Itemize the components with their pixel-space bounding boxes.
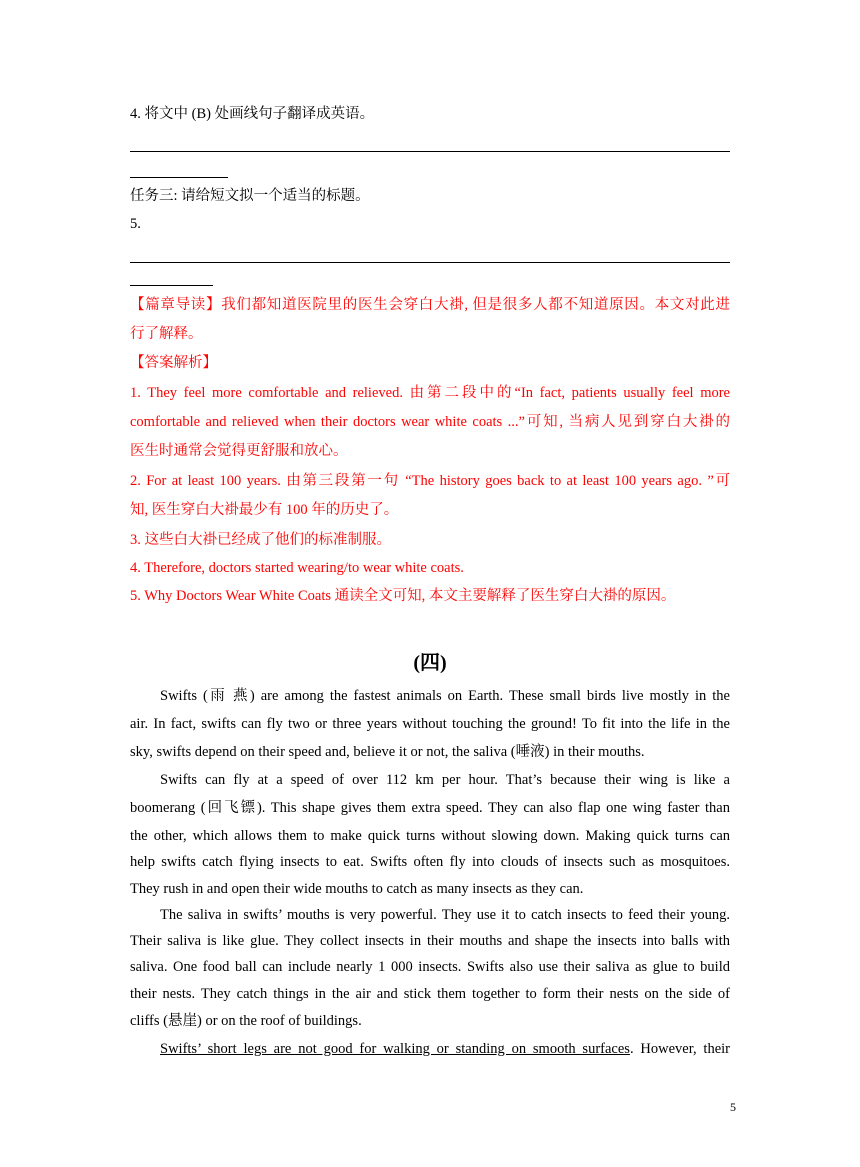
passage-text: . However, their	[629, 1041, 730, 1057]
answer-line	[130, 177, 228, 178]
answer-1: 医生时通常会觉得更舒服和放心。	[130, 443, 348, 459]
passage-line: boomerang (回飞镖). This shape gives them extra speed. They can also flap one wing faster than	[130, 800, 730, 816]
passage-line: Their saliva is like glue. They collect insects in their mouths and shape the insects into balls with	[130, 933, 730, 949]
passage-line: The saliva in swifts’ mouths is very powerful. They use it to catch insects to feed their young.	[160, 907, 730, 923]
passage-line: help swifts catch flying insects to eat. Swifts often fly into clouds of insects such as mosquitoes.	[130, 854, 730, 870]
answer-5: 5. Why Doctors Wear White Coats 通读全文可知, 本文主要解释了医生穿白大褂的原因。	[130, 588, 676, 604]
passage-line: Swifts can fly at a speed of over 112 km per hour. That’s because their wing is like a	[160, 772, 730, 788]
answer-1: 1. They feel more comfortable and relieved. 由第二段中的“In fact, patients usually feel more	[130, 385, 730, 401]
passage-line: their nests. They catch things in the air and stick them together to form their nests on the side of	[130, 986, 730, 1002]
passage-line: air. In fact, swifts can fly two or three years without touching the ground! To fit into the life in the	[130, 716, 730, 732]
passage-line: sky, swifts depend on their speed and, believe it or not, the saliva (唾液) in their mouths.	[130, 744, 645, 760]
guide-line: 【篇章导读】我们都知道医院里的医生会穿白大褂, 但是很多人都不知道原因。本文对此进	[130, 297, 730, 313]
answer-2: 知, 医生穿白大褂最少有 100 年的历史了。	[130, 502, 399, 518]
passage-line	[130, 1039, 730, 1059]
answers-heading: 【答案解析】	[130, 355, 217, 371]
answer-4: 4. Therefore, doctors started wearing/to wear white coats.	[130, 560, 464, 576]
question-4: 4. 将文中 (B) 处画线句子翻译成英语。	[130, 106, 375, 122]
answer-2: 2. For at least 100 years. 由第三段第一句 “The history goes back to at least 100 years ago. ”可	[130, 473, 730, 489]
answer-3: 3. 这些白大褂已经成了他们的标准制服。	[130, 532, 391, 548]
passage-line: cliffs (悬崖) or on the roof of buildings.	[130, 1013, 362, 1029]
answer-line	[130, 285, 213, 286]
passage-line: the other, which allows them to make quick turns without slowing down. Making quick turns can	[130, 828, 730, 844]
task-3: 任务三: 请给短文拟一个适当的标题。	[130, 188, 370, 204]
passage-line: They rush in and open their wide mouths to catch as many insects as they can.	[130, 881, 584, 897]
passage-line: saliva. One food ball can include nearly 1 000 insects. Swifts also use their saliva as glue to build	[130, 959, 730, 975]
answer-line	[130, 262, 730, 263]
passage-line: Swifts (雨 燕) are among the fastest animals on Earth. These small birds live mostly in the	[160, 688, 730, 704]
section-title: (四)	[413, 652, 447, 674]
underlined-sentence: Swifts’ short legs are not good for walking or standing on smooth surfaces	[160, 1041, 630, 1057]
answer-1: comfortable and relieved when their doctors wear white coats ...”可知, 当病人见到穿白大褂的	[130, 414, 730, 430]
answer-line	[130, 151, 730, 152]
guide-line: 行了解释。	[130, 326, 203, 342]
page-number: 5	[730, 1100, 736, 1114]
question-5: 5.	[130, 216, 141, 232]
